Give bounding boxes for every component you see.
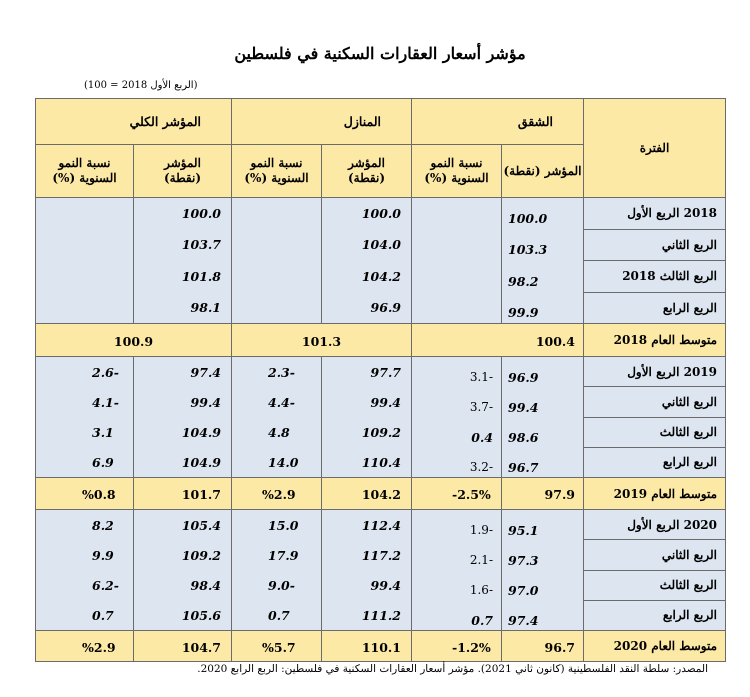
period-label: الربع الثالث	[584, 570, 726, 600]
avg-all-g: %2.9	[36, 631, 134, 662]
cell-value: 95.1	[508, 522, 539, 538]
value-column-apt-g	[412, 357, 502, 478]
avg-house-idx: 101.3	[232, 324, 412, 357]
cell-value: 103.3	[508, 242, 548, 258]
cell-value: 3.1	[92, 424, 114, 440]
apartments-header: الشقق	[412, 99, 584, 145]
value-column-all-g	[36, 198, 134, 324]
overall-growth-header: نسبة النمو السنوية (%)	[36, 145, 134, 198]
avg-all-idx: 100.9	[36, 324, 232, 357]
cell-value: 111.2	[361, 607, 401, 623]
cell-value: 99.4	[190, 394, 221, 410]
avg-house-g: %5.7	[232, 631, 322, 662]
cell-value: 96.7	[508, 459, 539, 475]
apartments-growth-header: نسبة النمو السنوية (%)	[412, 145, 502, 198]
value-column-all-idx	[134, 510, 232, 631]
value-column-house-g	[232, 357, 322, 478]
table-row	[36, 510, 726, 540]
cell-value: 99.4	[370, 394, 401, 410]
table-row	[36, 198, 726, 230]
cell-value: 97.4	[508, 612, 539, 628]
cell-value: 112.4	[361, 517, 401, 533]
cell-value: 104.0	[361, 237, 401, 253]
avg-apt-idx: 96.7	[502, 631, 584, 662]
cell-value: 96.9	[508, 369, 539, 385]
cell-value: 105.4	[181, 517, 221, 533]
cell-value: 109.2	[181, 547, 221, 563]
cell-value: 17.9	[268, 547, 299, 563]
cell-value: 104.9	[181, 424, 221, 440]
cell-value: 1.6-	[469, 583, 493, 597]
cell-value: 97.4	[190, 364, 221, 380]
cell-value: 4.8	[268, 424, 290, 440]
cell-value: 99.9	[508, 304, 539, 320]
value-column-apt-g	[412, 198, 502, 324]
cell-value: 99.4	[370, 577, 401, 593]
avg-all-idx: 101.7	[134, 478, 232, 510]
avg-apt-idx: 100.4	[412, 324, 584, 357]
cell-value: 4.1-	[92, 394, 119, 410]
average-period-label: متوسط العام 2020	[584, 631, 726, 662]
cell-value: 105.6	[181, 607, 221, 623]
overall-header: المؤشر الكلي	[36, 99, 232, 145]
cell-value: 3.2-	[469, 460, 493, 474]
cell-value: 1.9-	[469, 523, 493, 537]
value-column-house-g	[232, 198, 322, 324]
value-column-all-idx	[134, 198, 232, 324]
houses-header: المنازل	[232, 99, 412, 145]
cell-value: 100.0	[361, 206, 401, 222]
cell-value: 109.2	[361, 424, 401, 440]
cell-value: 0.4	[471, 429, 493, 445]
cell-value: 97.0	[508, 582, 539, 598]
period-label: الربع الثاني	[584, 540, 726, 570]
value-column-house-g	[232, 510, 322, 631]
cell-value: 0.7	[471, 612, 493, 628]
cell-value: 97.3	[508, 552, 539, 568]
period-label: 2019 الربع الأول	[584, 357, 726, 387]
cell-value: 9.9	[92, 547, 114, 563]
avg-all-idx: 104.7	[134, 631, 232, 662]
houses-growth-header: نسبة النمو السنوية (%)	[232, 145, 322, 198]
period-label: الربع الثاني	[584, 387, 726, 417]
cell-value: 117.2	[361, 547, 401, 563]
value-column-apt-g	[412, 510, 502, 631]
price-index-table	[35, 98, 726, 662]
avg-house-g: %2.9	[232, 478, 322, 510]
value-column-apt-idx	[502, 357, 584, 478]
value-column-house-idx	[322, 510, 412, 631]
value-column-all-idx	[134, 357, 232, 478]
cell-value: 4.4-	[268, 394, 295, 410]
period-header: الفترة	[584, 99, 726, 198]
cell-value: 0.7	[268, 607, 290, 623]
cell-value: 3.7-	[469, 400, 493, 414]
cell-value: 96.9	[370, 299, 401, 315]
base-note: (الربع الأول 2018 = 100)	[84, 80, 198, 91]
period-label: الربع الثالث 2018	[584, 261, 726, 293]
cell-value: 3.1-	[469, 370, 493, 384]
cell-value: 2.3-	[268, 364, 295, 380]
average-row	[36, 631, 726, 662]
avg-apt-idx: 97.9	[502, 478, 584, 510]
period-label: الربع الرابع	[584, 600, 726, 630]
value-column-apt-idx	[502, 510, 584, 631]
average-period-label: متوسط العام 2018	[584, 324, 726, 357]
cell-value: 98.4	[190, 577, 221, 593]
value-column-house-idx	[322, 357, 412, 478]
avg-all-g: %0.8	[36, 478, 134, 510]
avg-house-idx: 110.1	[322, 631, 412, 662]
cell-value: 100.0	[181, 206, 221, 222]
houses-index-header: المؤشر (نقطة)	[322, 145, 412, 198]
overall-index-header: المؤشر (نقطة)	[134, 145, 232, 198]
cell-value: 6.2-	[92, 577, 119, 593]
cell-value: 100.0	[508, 211, 548, 227]
cell-value: 6.9	[92, 454, 114, 470]
cell-value: 104.9	[181, 454, 221, 470]
avg-house-idx: 104.2	[322, 478, 412, 510]
period-label: الربع الرابع	[584, 292, 726, 324]
cell-value: 103.7	[181, 237, 221, 253]
cell-value: 97.7	[370, 364, 401, 380]
value-column-house-idx	[322, 198, 412, 324]
cell-value: 15.0	[268, 517, 299, 533]
period-label: الربع الرابع	[584, 447, 726, 477]
cell-value: 8.2	[92, 517, 114, 533]
avg-apt-g: -1.2%	[412, 631, 502, 662]
value-column-all-g	[36, 510, 134, 631]
table-row	[36, 357, 726, 387]
cell-value: 98.6	[508, 429, 539, 445]
cell-value: 98.1	[190, 299, 221, 315]
period-label: الربع الثالث	[584, 417, 726, 447]
cell-value: 104.2	[361, 268, 401, 284]
cell-value: 98.2	[508, 273, 539, 289]
period-label: 2020 الربع الأول	[584, 510, 726, 540]
cell-value: 2.6-	[92, 364, 119, 380]
cell-value: 9.0-	[268, 577, 295, 593]
period-label: الربع الثاني	[584, 229, 726, 261]
average-row	[36, 324, 726, 357]
avg-apt-g: -2.5%	[412, 478, 502, 510]
value-column-apt-idx	[502, 198, 584, 324]
cell-value: 14.0	[268, 454, 299, 470]
value-column-all-g	[36, 357, 134, 478]
average-row	[36, 478, 726, 510]
page-title: مؤشر أسعار العقارات السكنية في فلسطين	[234, 44, 526, 63]
cell-value: 110.4	[361, 454, 401, 470]
period-label: 2018 الربع الأول	[584, 198, 726, 230]
cell-value: 99.4	[508, 399, 539, 415]
cell-value: 101.8	[181, 268, 221, 284]
apartments-index-header: المؤشر (نقطة)	[502, 145, 584, 198]
average-period-label: متوسط العام 2019	[584, 478, 726, 510]
cell-value: 0.7	[92, 607, 114, 623]
cell-value: 2.1-	[469, 553, 493, 567]
source-note: المصدر: سلطة النقد الفلسطينية (كانون ثاني 2021). مؤشر أسعار العقارات السكنية في فلسطين: الربع الرابع 2020.	[197, 663, 708, 675]
